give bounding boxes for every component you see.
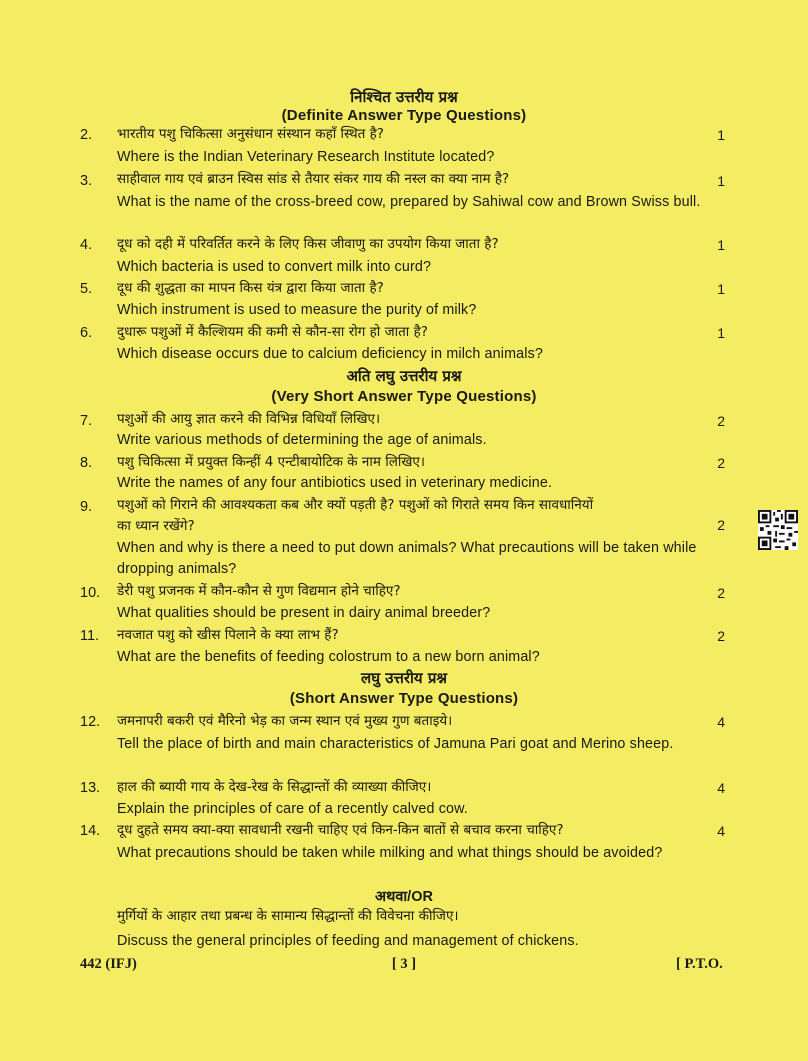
section-title-hindi: अति लघु उत्तरीय प्रश्न bbox=[346, 367, 462, 385]
question-number: 11. bbox=[80, 628, 100, 644]
question-english: What precautions should be taken while milking and what things should be avoided? bbox=[117, 845, 663, 861]
question-number: 7. bbox=[80, 413, 93, 429]
section-title-english: (Short Answer Type Questions) bbox=[289, 690, 519, 707]
question-marks: 2 bbox=[717, 628, 725, 644]
question-hindi: हाल की ब्यायी गाय के देख-रेख के सिद्धान्तों की व्याख्या कीजिए। bbox=[117, 779, 432, 795]
question-number: 5. bbox=[80, 281, 93, 297]
question-hindi: भारतीय पशु चिकित्सा अनुसंधान संस्थान कहाँ स्थित है? bbox=[117, 126, 384, 142]
question-marks: 2 bbox=[717, 413, 725, 429]
question-marks: 4 bbox=[717, 714, 725, 730]
paper-code: 442 (IFJ) bbox=[80, 956, 137, 972]
question-marks: 1 bbox=[717, 127, 725, 143]
section-title-english: (Very Short Answer Type Questions) bbox=[271, 388, 537, 405]
question-hindi: दूध की शुद्धता का मापन किस यंत्र द्वारा किया जाता है? bbox=[117, 280, 384, 296]
question-marks: 1 bbox=[717, 173, 725, 189]
question-number: 8. bbox=[80, 455, 93, 471]
pto-label: [ P.T.O. bbox=[676, 956, 723, 972]
question-number: 10. bbox=[80, 585, 101, 601]
question-hindi: दुधारू पशुओं में कैल्शियम की कमी से कौन-सा रोग हो जाता है? bbox=[117, 324, 428, 340]
question-english: Write the names of any four antibiotics used in veterinary medicine. bbox=[117, 475, 553, 491]
question-hindi-continued: का ध्यान रखेंगे? bbox=[117, 518, 195, 534]
section-title-hindi: लघु उत्तरीय प्रश्न bbox=[361, 669, 447, 687]
question-english: Write various methods of determining the age of animals. bbox=[117, 432, 487, 448]
question-hindi: पशुओं को गिराने की आवश्यकता कब और क्यों पड़ती है? पशुओं को गिराते समय किन सावधानियों bbox=[117, 497, 594, 513]
question-hindi: जमनापरी बकरी एवं मैरिनो भेड़ का जन्म स्थान एवं मुख्य गुण बताइये। bbox=[117, 713, 453, 729]
section-title-hindi: निश्चित उत्तरीय प्रश्न bbox=[350, 88, 458, 106]
question-hindi: नवजात पशु को खीस पिलाने के क्या लाभ हैं? bbox=[117, 627, 339, 643]
question-english: Where is the Indian Veterinary Research Institute located? bbox=[117, 149, 495, 165]
question-english: What are the benefits of feeding colostrum to a new born animal? bbox=[117, 649, 540, 665]
question-marks: 1 bbox=[717, 237, 725, 253]
question-hindi: डेरी पशु प्रजनक में कौन-कौन से गुण विद्यमान होने चाहिए? bbox=[117, 583, 401, 599]
page-number: [ 3 ] bbox=[391, 956, 417, 972]
question-english: Explain the principles of care of a recently calved cow. bbox=[117, 801, 468, 817]
section-title-english: (Definite Answer Type Questions) bbox=[281, 107, 527, 124]
or-label: अथवा/OR bbox=[375, 889, 433, 905]
question-english: Which disease occurs due to calcium deficiency in milch animals? bbox=[117, 346, 543, 362]
question-english: What qualities should be present in dairy animal breeder? bbox=[117, 605, 491, 621]
question-english: Which bacteria is used to convert milk into curd? bbox=[117, 259, 432, 275]
question-number: 4. bbox=[80, 237, 93, 253]
question-english: When and why is there a need to put down animals? What precautions will be taken while dropping animals? bbox=[117, 540, 697, 577]
or-question-hindi: मुर्गियों के आहार तथा प्रबन्ध के सामान्य सिद्धान्तों की विवेचना कीजिए। bbox=[117, 908, 459, 924]
question-marks: 2 bbox=[717, 517, 725, 533]
question-number: 3. bbox=[80, 173, 93, 189]
or-question-english: Discuss the general principles of feeding and management of chickens. bbox=[117, 933, 579, 949]
question-english: Which instrument is used to measure the purity of milk? bbox=[117, 302, 477, 318]
question-hindi: पशुओं की आयु ज्ञात करने की विभिन्न विधियाँ लिखिए। bbox=[117, 411, 381, 427]
question-marks: 4 bbox=[717, 780, 725, 796]
question-number: 2. bbox=[80, 127, 93, 143]
question-marks: 2 bbox=[717, 455, 725, 471]
question-number: 6. bbox=[80, 325, 93, 341]
question-hindi: दूध को दही में परिवर्तित करने के लिए किस जीवाणु का उपयोग किया जाता है? bbox=[117, 236, 499, 252]
question-marks: 1 bbox=[717, 281, 725, 297]
question-marks: 2 bbox=[717, 585, 725, 601]
question-number: 13. bbox=[80, 780, 101, 796]
question-hindi: पशु चिकित्सा में प्रयुक्त किन्हीं 4 एन्टीबायोटिक के नाम लिखिए। bbox=[117, 454, 425, 470]
qr-code-icon bbox=[758, 510, 798, 550]
question-number: 9. bbox=[80, 499, 93, 515]
question-english: What is the name of the cross-breed cow, prepared by Sahiwal cow and Brown Swiss bull. bbox=[117, 194, 701, 210]
question-marks: 4 bbox=[717, 823, 725, 839]
question-number: 12. bbox=[80, 714, 101, 730]
question-marks: 1 bbox=[717, 325, 725, 341]
question-hindi: दूध दुहते समय क्या-क्या सावधानी रखनी चाहिए एवं किन-किन बातों से बचाव करना चाहिए? bbox=[117, 822, 564, 838]
question-hindi: साहीवाल गाय एवं ब्राउन स्विस सांड से तैयार संकर गाय की नस्ल का क्या नाम है? bbox=[117, 171, 510, 187]
question-english: Tell the place of birth and main characteristics of Jamuna Pari goat and Merino sheep. bbox=[117, 736, 674, 752]
question-number: 14. bbox=[80, 823, 101, 839]
